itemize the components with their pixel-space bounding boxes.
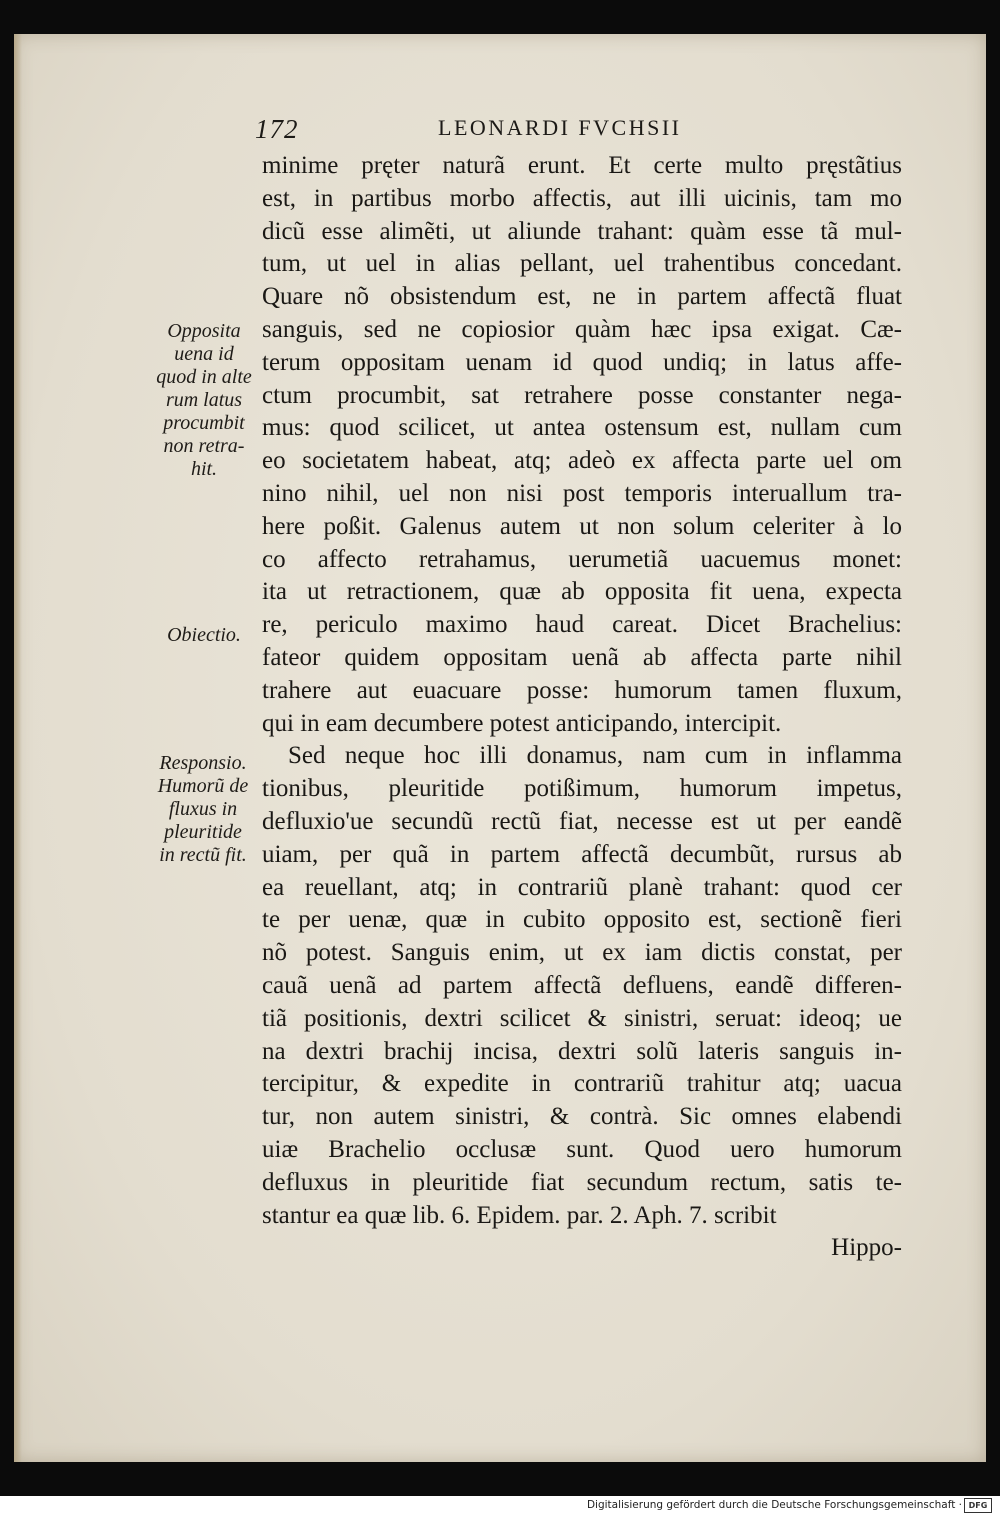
text-line: stantur ea quæ lib. 6. Epidem. par. 2. Aph. 7. scribit: [262, 1201, 777, 1229]
marginal-line: in rectũ fit.: [159, 844, 247, 866]
text-line: trahere aut euacuare posse: humorum tamen fluxum,: [262, 676, 902, 704]
marginal-line: fluxus in: [168, 798, 238, 820]
text-line: ctum procumbit, sat retrahere posse constanter nega-: [262, 381, 902, 409]
text-line: tiã positionis, dextri scilicet & sinistri, seruat: ideoq; ue: [262, 1004, 902, 1032]
text-line: co affecto retrahamus, uerumetiã uacuemus monet:: [262, 545, 902, 573]
text-line: terum oppositam uenam id quod undiq; in latus affe-: [262, 348, 902, 376]
text-line: uiam, per quã in partem affectã decumbũt, rursus ab: [262, 840, 902, 868]
text-line: tionibus, pleuritide potißimum, humorum impetus,: [262, 775, 902, 803]
catchword: Hippo-: [831, 1234, 902, 1262]
marginal-line: Obiectio.: [167, 624, 241, 646]
text-line: here poßit. Galenus autem ut non solum celeriter à lo: [262, 512, 902, 540]
marginal-line: Responsio.: [159, 752, 247, 774]
marginal-line: uena id: [174, 343, 234, 365]
marginal-line: Opposita: [167, 320, 241, 342]
text-line: nino nihil, uel non nisi post temporis interuallum tra-: [262, 479, 902, 507]
text-line: ea reuellant, atq; in contrariũ planè trahant: quod cer: [262, 873, 902, 901]
text-line: na dextri brachij incisa, dextri solũ lateris sanguis in-: [262, 1037, 902, 1065]
marginal-line: quod in alte: [156, 366, 252, 388]
marginal-note-responsio: [147, 752, 259, 867]
marginal-line: procumbit: [163, 412, 245, 434]
marginal-note-obiectio: [152, 624, 256, 647]
running-head: LEONARDI FVCHSII: [438, 115, 682, 140]
text-line: tur, non autem sinistri, & contrà. Sic omnes elabendi: [262, 1103, 902, 1131]
page-header: [255, 114, 705, 154]
marginal-line: pleuritide: [164, 821, 242, 843]
funding-credit: Digitalisierung gefördert durch die Deutsche Forschungsgemeinschaft ·: [586, 1499, 962, 1511]
marginal-line: Humorũ de: [157, 775, 249, 797]
text-line: te per uenæ, quæ in cubito opposito est, sectionẽ fieri: [262, 906, 902, 934]
page-gutter-shadow: [14, 34, 22, 1462]
text-line: uiæ Brachelio occlusæ sunt. Quod uero humorum: [262, 1135, 902, 1163]
text-line: nõ potest. Sanguis enim, ut ex iam dictis constat, per: [262, 939, 902, 967]
text-line: mus: quod scilicet, ut antea ostensum est, nullam cum: [262, 414, 902, 442]
marginal-line: rum latus: [165, 389, 243, 411]
text-line: fateor quidem oppositam uenã ab affecta parte nihil: [262, 643, 902, 671]
page-number: 172: [255, 114, 299, 144]
text-line: Quare nõ obsistendum est, ne in partem affectã fluat: [262, 283, 902, 311]
text-line: est, in partibus morbo affectis, aut illi uicinis, tam mo: [262, 184, 902, 212]
text-line: defluxio'ue secundũ rectũ fiat, necesse est ut per eandẽ: [262, 807, 902, 835]
text-line: minime pręter naturã erunt. Et certe multo pręstãtius: [262, 152, 902, 179]
text-line: re, periculo maximo haud careat. Dicet Brachelius:: [262, 611, 902, 639]
text-line: cauã uenã ad partem affectã defluens, eandẽ differen-: [262, 971, 902, 999]
body-text: [262, 150, 902, 1265]
text-line: qui in eam decumbere potest anticipando, intercipit.: [262, 709, 782, 737]
text-line: tercipitur, & expedite in contrariũ trahitur atq; uacua: [262, 1070, 902, 1098]
text-line: dicũ esse alimẽti, ut aliunde trahant: quàm esse tã mul-: [262, 217, 902, 245]
marginal-line: hit.: [190, 458, 218, 480]
text-line: eo societatem habeat, atq; adeò ex affecta parte uel om: [262, 447, 902, 475]
text-line: tum, ut uel in alias pellant, uel trahentibus concedant.: [262, 250, 902, 278]
text-line: Sed neque hoc illi donamus, nam cum in inflamma: [288, 742, 902, 770]
text-line: ita ut retractionem, quæ ab opposita fit uena, expecta: [262, 578, 902, 606]
text-line: defluxus in pleuritide fiat secundum rectum, satis te-: [262, 1168, 902, 1196]
text-line: sanguis, sed ne copiosior quàm hæc ipsa exigat. Cæ-: [262, 315, 902, 343]
marginal-line: non retra-: [163, 435, 245, 457]
dfg-logo: DFG: [964, 1498, 992, 1513]
marginal-note-opposita: [152, 320, 256, 481]
